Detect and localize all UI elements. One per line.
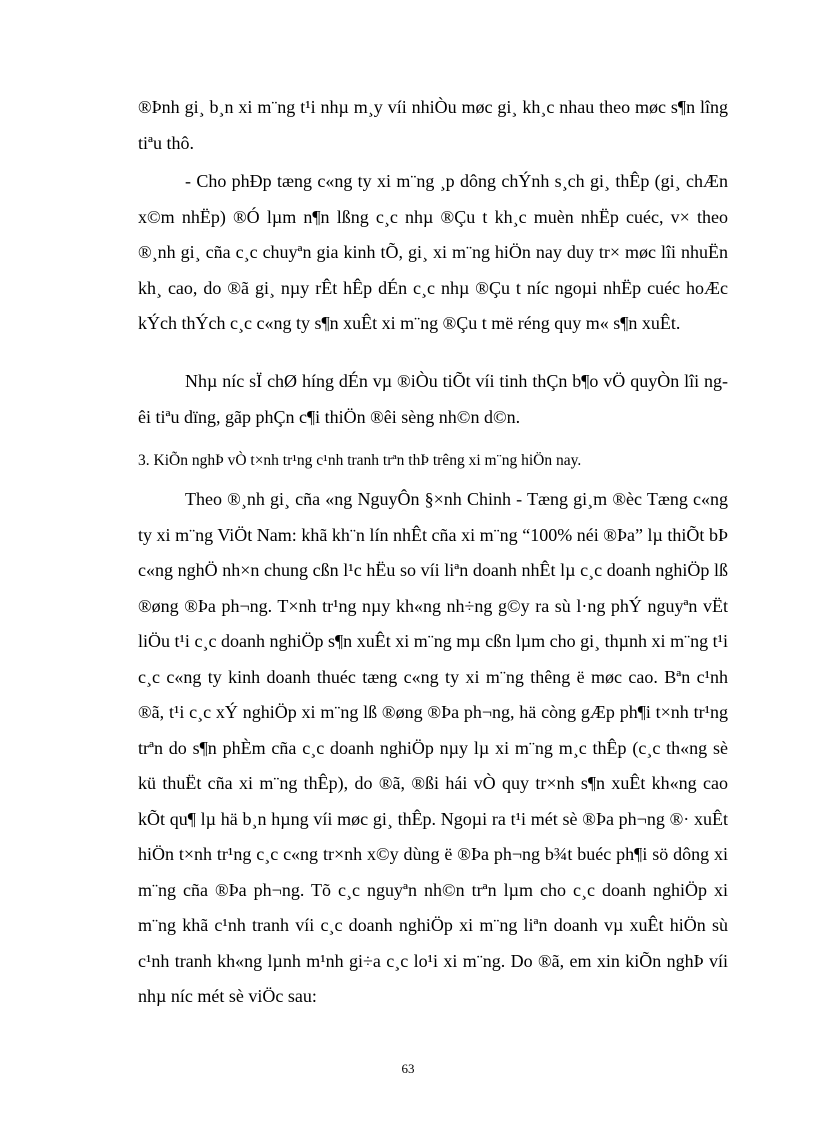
paragraph-competition: Theo ®¸nh gi¸ cña «ng NguyÔn §×nh Chinh - Tæng gi¸m ®èc Tæng c«ng ty xi m¨ng ViÖt Nam: khã kh¨n lín nhÊt cña xi m¨ng “100% néi ®Þa” lµ thiÕt bÞ c«ng nghÖ nh×n chung cßn l¹c hËu so víi liªn doanh nhÊt lµ c¸c doanh nghiÖp lß ®øng ®Þa ph¬ng. T×nh tr¹ng nµy kh«ng nh÷ng g©y ra sù l·ng phÝ nguyªn vËt liÖu t¹i c¸c doanh nghiÖp s¶n xuÊt xi m¨ng mµ cßn lµm cho gi¸ thµnh xi m¨ng t¹i c¸c c«ng ty kinh doanh thuéc tæng c«ng ty xi m¨ng thêng ë møc cao. Bªn c¹nh ®ã, t¹i c¸c xÝ nghiÖp xi m¨ng lß ®øng ®Þa ph¬ng, hä còng gÆp ph¶i t×nh tr¹ng trªn do s¶n phÈm cña c¸c doanh nghiÖp nµy lµ xi m¨ng m¸c thÊp (c¸c th«ng sè kü thuËt cña xi m¨ng thÊp), do ®ã, ®ßi hái vÒ quy tr×nh s¶n xuÊt kh«ng cao kÕt qu¶ lµ hä b¸n hµng víi møc gi¸ thÊp. Ngoµi ra t¹i mét sè ®Þa ph¬ng ®· xuÊt hiÖn t×nh tr¹ng c¸c c«ng tr×nh x©y dùng ë ®Þa ph¬ng b¾t buéc ph¶i sö dông xi m¨ng cña ®Þa ph¬ng. Tõ c¸c nguyªn nh©n trªn lµm cho c¸c doanh nghiÖp xi m¨ng khã c¹nh tranh víi c¸c doanh nghiÖp xi m¨ng liªn doanh vµ xuÊt hiÖn sù c¹nh tranh kh«ng lµnh m¹nh gi÷a c¸c lo¹i xi m¨ng. Do ®ã, em xin kiÕn nghÞ víi nhµ níc mét sè viÖc sau:	[138, 489, 728, 1006]
paragraph-state-regulation: Nhµ níc sÏ chØ híng dÉn vµ ®iÒu tiÕt víi tinh thÇn b¶o vÖ quyÒn lîi ngêi tiªu dïng, gãp phÇn c¶i thiÖn ®êi sèng nh©n d©n.	[138, 371, 728, 427]
section-heading: 3. KiÕn nghÞ vÒ t×nh tr¹ng c¹nh tranh trªn thÞ trêng xi m¨ng hiÖn nay.	[138, 452, 582, 469]
paragraph-low-price-policy: - Cho phÐp tæng c«ng ty xi m¨ng ¸p dông chÝnh s¸ch gi¸ thÊp (gi¸ chÆn x©m nhËp) ®Ó lµm n¶n lßng c¸c nhµ ®Çu t kh¸c muèn nhËp cuéc, v× theo ®¸nh gi¸ cña c¸c chuyªn gia kinh tÕ, gi¸ xi m¨ng hiÖn nay duy tr× møc lîi nhuËn kh¸ cao, do ®ã gi¸ nµy rÊt hÊp dÉn c¸c nhµ ®Çu t níc ngoµi nhËp cuéc hoÆc kÝch thÝch c¸c c«ng ty s¶n xuÊt xi m¨ng ®Çu t më réng quy m« s¶n xuÊt.	[138, 171, 728, 333]
page-number: 63	[401, 1061, 415, 1076]
paragraph-pricing: ®Þnh gi¸ b¸n xi m¨ng t¹i nhµ m¸y víi nhiÒu møc gi¸ kh¸c nhau theo møc s¶n lîng tiªu thô.	[138, 97, 728, 153]
